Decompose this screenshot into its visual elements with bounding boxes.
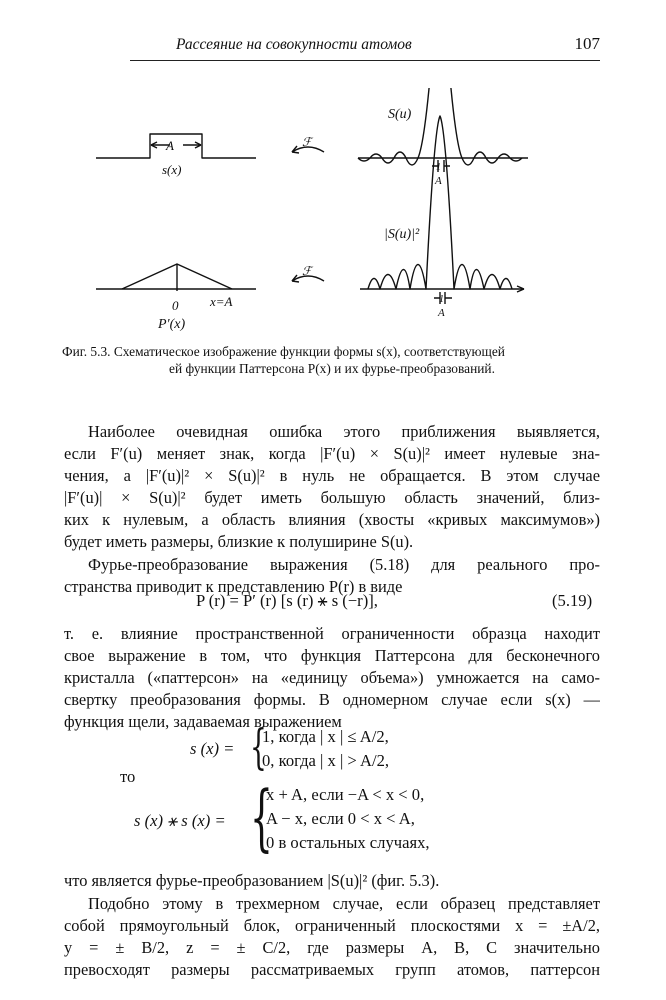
tick-one-top: 1 (436, 162, 441, 173)
A-label-top-right: A (435, 175, 442, 187)
p3-line-4: свертку преобразования формы. В одномерном случае если s(x) — (64, 690, 600, 709)
s-x-label: s(x) (162, 162, 182, 177)
figure-5-3 (88, 88, 538, 333)
page-header (130, 34, 600, 61)
equation-5-19: P (r) = P′ (r) [s (r) ⚹ s (−r)], (196, 591, 378, 610)
slit-function-curve (96, 134, 256, 158)
fourier-symbol-top: ℱ (302, 135, 312, 149)
p3-line-1: т. е. влияние пространственной ограниченности образца находит (64, 624, 600, 643)
equation-s-brace: { (250, 719, 267, 775)
p2-line-1: Фурье-преобразование выражения (5.18) для реального про- (88, 555, 600, 574)
tick-one-bottom: 1 (439, 294, 444, 305)
p1-line-6: будет иметь размеры, близкие к полуширине S(u). (64, 532, 414, 551)
p3-line-2: свое выражение в том, что функция Паттерсона для бесконечного (64, 646, 600, 665)
p1-line-3: чения, а |F′(u)|² × S(u)|² в нуль не обращается. В этом случае (64, 466, 600, 485)
p5-line-4: превосходят размеры рассматриваемых групп атомов, паттерсон (64, 960, 600, 979)
running-title: Рассеяние на совокупности атомов (176, 36, 412, 53)
p2-line-2: странства приводит к представлению P(r) в виде (64, 577, 403, 596)
S-u-squared-label: |S(u)|² (384, 227, 420, 242)
p5-line-3: y = ± B/2, z = ± C/2, где размеры A, B, C значительно (64, 938, 600, 957)
equation-s-case-2: 0, когда | x | > A/2, (262, 751, 390, 770)
p4-line-1: что является фурье-преобразованием |S(u)|² (фиг. 5.3). (64, 871, 440, 890)
to-word: то (120, 767, 136, 786)
A-label-top-left: A (166, 138, 174, 153)
p3-line-5: функция щели, задаваемая выражением (64, 712, 342, 731)
x-equals-A-label: x=A (210, 294, 233, 309)
equation-conv-case-2: A − x, если 0 < x < A, (266, 809, 415, 828)
equation-conv-lhs: s (x) ⚹ s (x) = (134, 811, 226, 830)
P-prime-x-label: P′(x) (158, 317, 186, 332)
fourier-symbol-bottom: ℱ (302, 264, 312, 278)
equation-5-19-number: (5.19) (552, 591, 593, 610)
sinc-squared-curve (368, 116, 512, 289)
p1-line-4: |F′(u)| × S(u)|² будет иметь большую область значений, близ- (64, 488, 600, 507)
zero-label: 0 (172, 298, 179, 313)
p5-line-1: Подобно этому в трехмерном случае, если образец представляет (88, 894, 600, 913)
A-label-bottom-right: A (438, 307, 445, 319)
caption-line-1: Фиг. 5.3. Схематическое изображение функции формы s(x), соответствующей (62, 344, 505, 359)
equation-conv-case-1: x + A, если −A < x < 0, (266, 785, 425, 804)
figure-caption (62, 343, 602, 377)
sinc-curve (358, 88, 440, 165)
equation-s-case-1: 1, когда | x | ≤ A/2, (262, 727, 389, 746)
p1-line-1: Наиболее очевидная ошибка этого приближения выявляется, (88, 422, 600, 441)
p5-line-2: собой прямоугольный блок, ограниченный плоскостями x = ±A/2, (64, 916, 600, 935)
equation-s-lhs: s (x) = (190, 739, 235, 758)
S-u-label: S(u) (388, 107, 412, 122)
p1-line-5: ких к нулевым, а область влияния (хвосты «кривых максимумов») (64, 510, 600, 529)
p1-line-2: если F′(u) меняет знак, когда |F′(u) × S(u)|² имеет нулевые зна- (64, 444, 600, 463)
caption-line-2: ей функции Паттерсона P(x) и их фурье-преобразований. (169, 361, 495, 376)
equation-conv-case-3: 0 в остальных случаях, (266, 833, 430, 852)
p3-line-3: кристалла («паттерсон» на «единицу объема») умножается на само- (64, 668, 600, 687)
page-number: 107 (574, 34, 600, 53)
equation-conv-brace: { (250, 775, 273, 859)
